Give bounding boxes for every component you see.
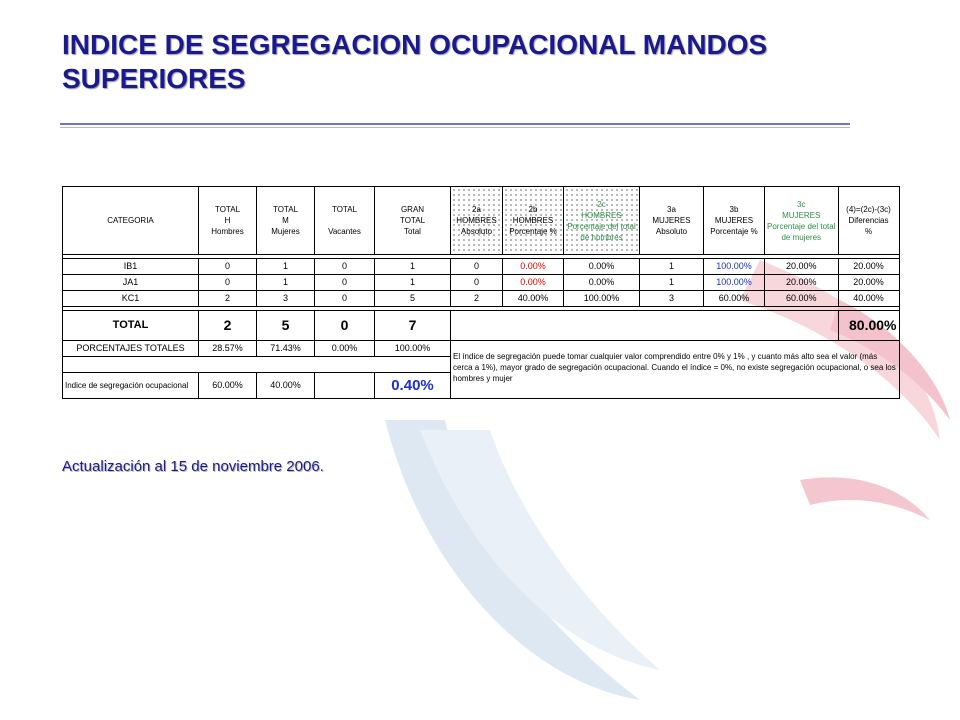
cell-diferencia: 40.00% — [838, 291, 899, 307]
header-total-vacantes: TOTAL Vacantes — [315, 187, 375, 255]
index-label: Indice de segregación ocupacional — [63, 373, 199, 399]
segregation-table — [62, 186, 900, 399]
segregation-index-value: 0.40% — [375, 373, 451, 399]
cell-h: 2 — [199, 291, 257, 307]
index-m: 40.00% — [257, 373, 315, 399]
cell-categoria: IB1 — [63, 259, 199, 275]
header-2a: 2a HOMBRES Absoluto — [451, 187, 503, 255]
cell-3a: 1 — [640, 259, 704, 275]
cell-3b: 100.00% — [704, 275, 765, 291]
total-vacantes: 0 — [315, 311, 375, 341]
percent-h: 28.57% — [199, 341, 257, 357]
cell-2c: 0.00% — [564, 259, 640, 275]
header-3b: 3b MUJERES Porcentaje % — [704, 187, 765, 255]
page-title: INDICE DE SEGREGACION OCUPACIONAL MANDOS SUPERIORES — [62, 29, 768, 94]
header-total-h: TOTAL H Hombres — [199, 187, 257, 255]
cell-m: 3 — [257, 291, 315, 307]
total-diferencia: 80.00% — [838, 311, 899, 341]
cell-m: 1 — [257, 275, 315, 291]
header-2c: 2c HOMBRES Porcentaje del total de hombres — [564, 187, 640, 255]
cell-vacantes: 0 — [315, 259, 375, 275]
update-note: Actualización al 15 de noviembre 2006. — [62, 458, 324, 475]
index-empty — [315, 373, 375, 399]
red-swoosh-shape-small — [800, 477, 930, 520]
blank-cell — [63, 357, 451, 373]
header-gran-total: GRAN TOTAL Total — [375, 187, 451, 255]
cell-3a: 1 — [640, 275, 704, 291]
cell-diferencia: 20.00% — [838, 259, 899, 275]
cell-2c: 100.00% — [564, 291, 640, 307]
header-3a: 3a MUJERES Absoluto — [640, 187, 704, 255]
total-empty-area — [451, 311, 839, 341]
cell-m: 1 — [257, 259, 315, 275]
cell-2a: 0 — [451, 259, 503, 275]
cell-gran-total: 1 — [375, 259, 451, 275]
percent-row — [63, 341, 900, 357]
percent-m: 71.43% — [257, 341, 315, 357]
header-2b: 2b HOMBRES Porcentaje % — [503, 187, 564, 255]
cell-diferencia: 20.00% — [838, 275, 899, 291]
cell-2b: 0.00% — [503, 275, 564, 291]
table-row — [63, 259, 900, 275]
header-3c: 3c MUJERES Porcentaje del total de mujeres — [765, 187, 839, 255]
cell-2a: 0 — [451, 275, 503, 291]
cell-vacantes: 0 — [315, 291, 375, 307]
cell-3a: 3 — [640, 291, 704, 307]
percent-vacantes: 0.00% — [315, 341, 375, 357]
total-h: 2 — [199, 311, 257, 341]
total-m: 5 — [257, 311, 315, 341]
cell-h: 0 — [199, 275, 257, 291]
cell-3b: 100.00% — [704, 259, 765, 275]
total-label: TOTAL — [63, 311, 199, 341]
cell-2b: 40.00% — [503, 291, 564, 307]
header-row — [63, 187, 900, 255]
cell-3c: 60.00% — [765, 291, 839, 307]
cell-2b: 0.00% — [503, 259, 564, 275]
total-gran-total: 7 — [375, 311, 451, 341]
percent-gran-total: 100.00% — [375, 341, 451, 357]
cell-categoria: KC1 — [63, 291, 199, 307]
cell-vacantes: 0 — [315, 275, 375, 291]
index-h: 60.00% — [199, 373, 257, 399]
cell-gran-total: 5 — [375, 291, 451, 307]
cell-gran-total: 1 — [375, 275, 451, 291]
cell-3c: 20.00% — [765, 259, 839, 275]
percent-label: PORCENTAJES TOTALES — [63, 341, 199, 357]
title-divider — [60, 123, 850, 125]
cell-2a: 2 — [451, 291, 503, 307]
cell-h: 0 — [199, 259, 257, 275]
header-total-m: TOTAL M Mujeres — [257, 187, 315, 255]
index-explanation-note: El índice de segregación puede tomar cualquier valor comprendido entre 0% y 1% , y cuanto más alto sea el valor (más cerca a 1%), mayor grado de segregación ocupacional. Cuando el índice = 0%, no existe segregación ocupacional, o sea los hombres y mujer — [451, 341, 900, 399]
table-row — [63, 291, 900, 307]
header-diferencias: (4)=(2c)-(3c) Diferencias % — [838, 187, 899, 255]
table-row — [63, 275, 900, 291]
total-row — [63, 311, 900, 341]
cell-2c: 0.00% — [564, 275, 640, 291]
cell-3b: 60.00% — [704, 291, 765, 307]
cell-3c: 20.00% — [765, 275, 839, 291]
title-divider-thin — [60, 127, 850, 128]
header-categoria: CATEGORIA — [63, 187, 199, 255]
cell-categoria: JA1 — [63, 275, 199, 291]
